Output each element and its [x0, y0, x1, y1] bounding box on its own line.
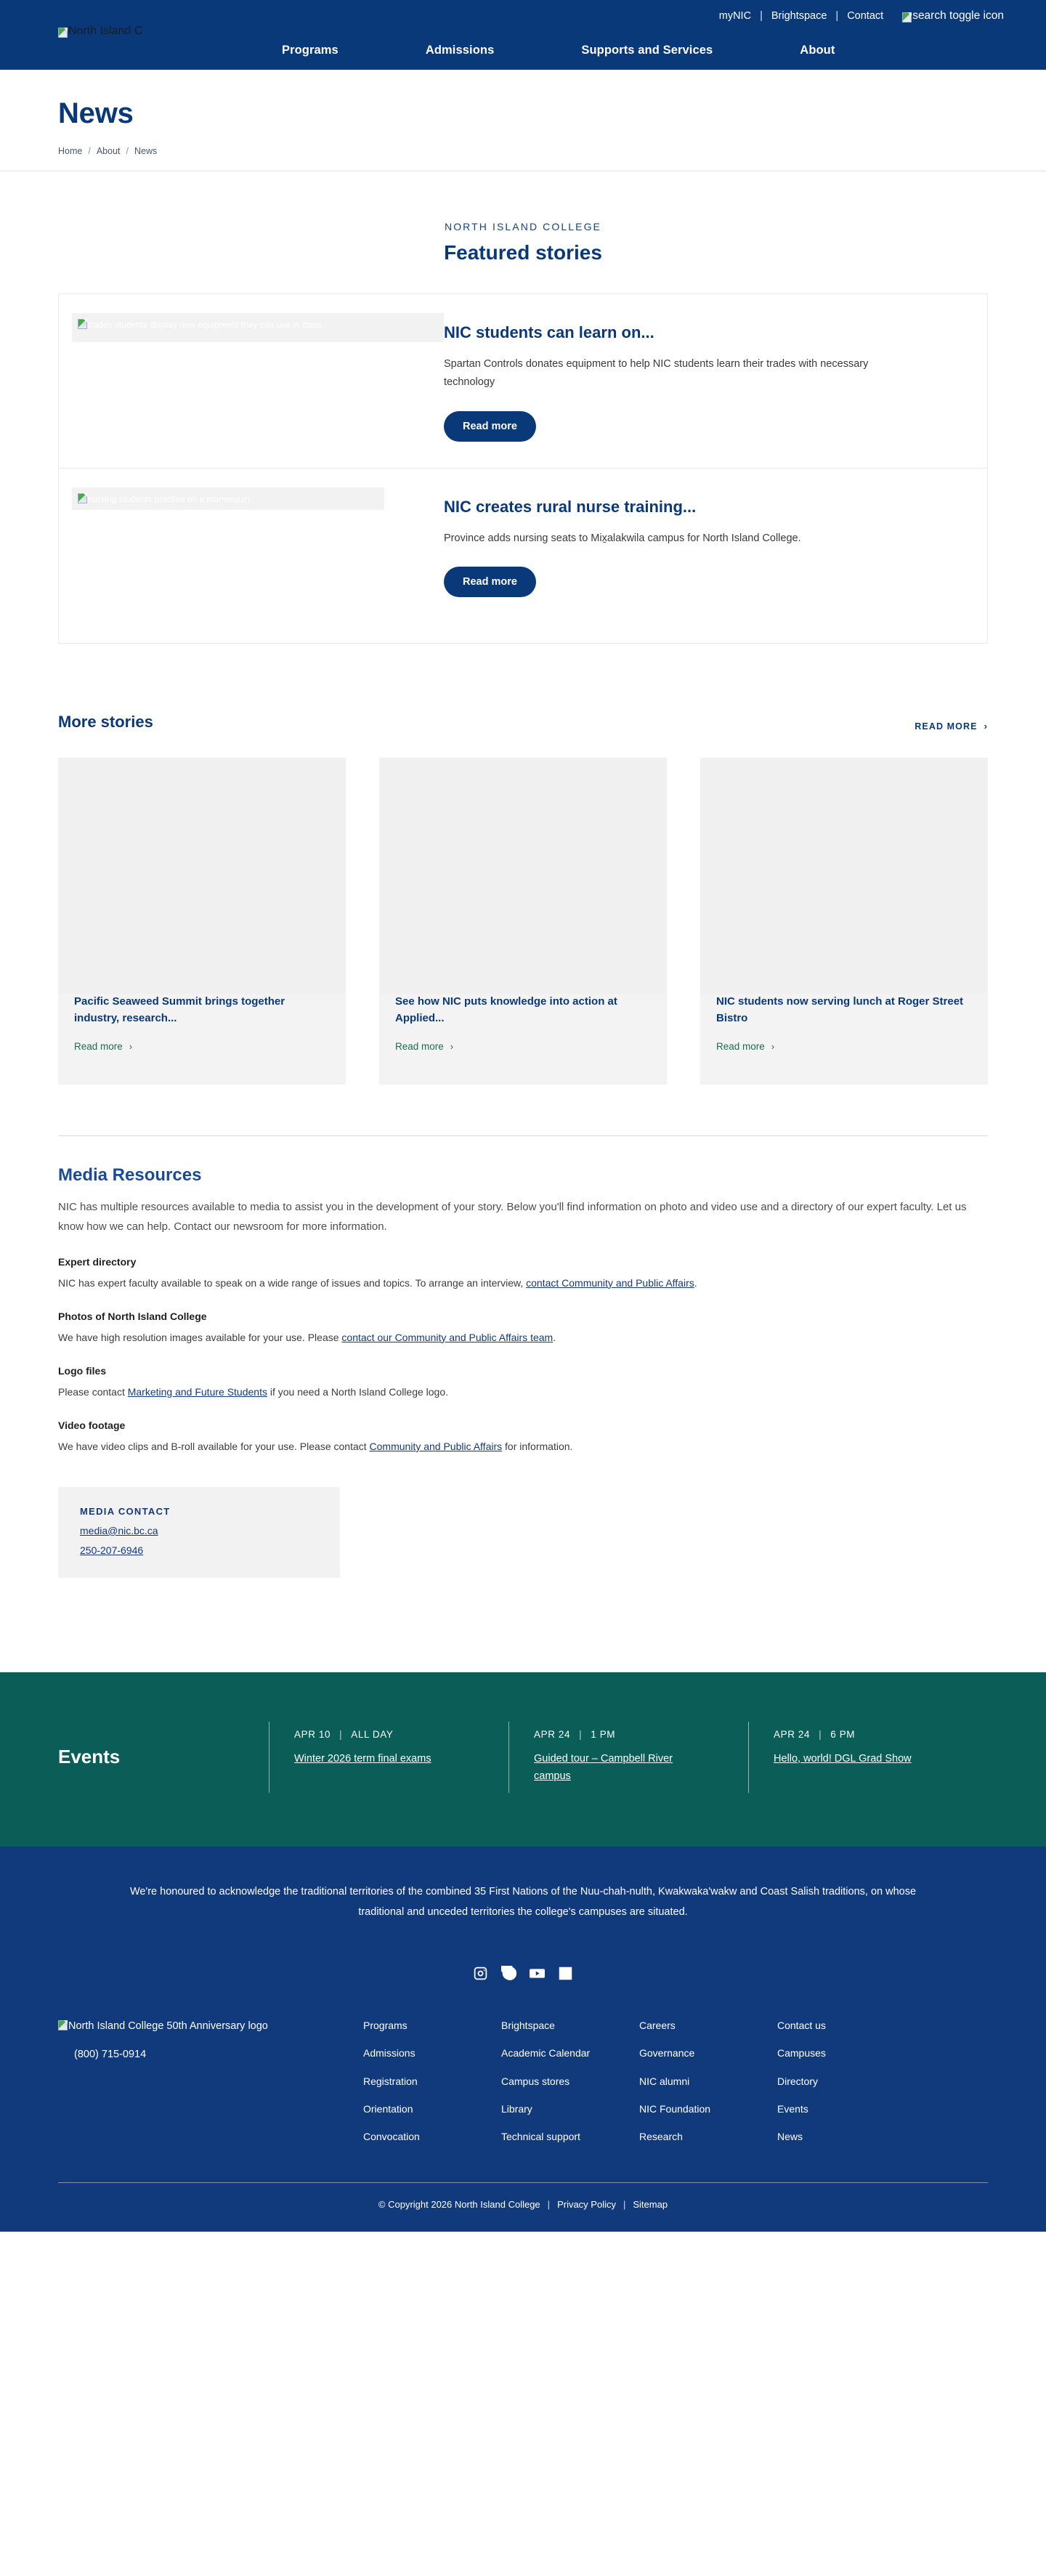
search-toggle-button[interactable]: [902, 9, 1004, 23]
story-card-thumbnail: [58, 758, 346, 994]
footer-link-sitemap[interactable]: Sitemap: [633, 2198, 668, 2210]
events-section: [0, 1672, 1046, 1847]
page-header: [0, 70, 1046, 171]
footer-link-campuses[interactable]: Campuses: [777, 2047, 826, 2059]
media-block-text-before: Please contact: [58, 1385, 128, 1398]
media-contact-phone-link[interactable]: 250-207-6946: [80, 1544, 144, 1556]
media-block-text: [58, 1274, 988, 1292]
story-card[interactable]: [700, 758, 988, 1085]
more-stories-heading: More stories: [58, 713, 153, 731]
media-contact-phone-row: [80, 1544, 318, 1556]
event-meta: [534, 1729, 728, 1740]
featured-story-description: Province adds nursing seats to Mix̱alakwila campus for North Island College.: [444, 532, 801, 544]
footer-column-4: [777, 2018, 915, 2157]
featured-story-card: [59, 469, 987, 643]
footer-link-brightspace[interactable]: Brightspace: [501, 2020, 555, 2032]
nav-items: [282, 44, 835, 57]
event-meta-separator: |: [819, 1728, 822, 1740]
footer-link-research[interactable]: Research: [639, 2131, 683, 2143]
event-date: APR 24: [774, 1728, 811, 1740]
footer-link-contact-us[interactable]: Contact us: [777, 2020, 826, 2032]
footer-link-privacy-policy[interactable]: Privacy Policy: [557, 2198, 616, 2210]
featured-story-media: [59, 313, 444, 342]
footer-brand: [58, 2018, 363, 2157]
footer-link-campus-stores[interactable]: Campus stores: [501, 2075, 570, 2087]
media-block-heading: Expert directory: [58, 1255, 137, 1268]
breadcrumb-item-about[interactable]: About: [96, 146, 121, 156]
featured-story-card: [59, 294, 987, 469]
media-block-text: [58, 1438, 988, 1455]
event-meta: [294, 1729, 488, 1740]
media-resources-intro: NIC has multiple resources available to media to assist you in the development of your story. Below you'll find information on photo and video use and a directory of our expert faculty. Let us know how we can help. Contact our newsroom for more information.: [58, 1201, 967, 1234]
media-block-text-after: .: [553, 1331, 556, 1343]
footer-link-directory[interactable]: Directory: [777, 2075, 819, 2087]
footer-column-1: [363, 2018, 501, 2157]
footer-link-governance[interactable]: Governance: [639, 2047, 695, 2059]
media-contact-email-link[interactable]: media@nic.bc.ca: [80, 1524, 158, 1536]
broken-image-icon: [902, 12, 912, 23]
story-card-thumbnail: [379, 758, 667, 994]
event-date: APR 24: [534, 1728, 571, 1740]
event-item: [748, 1722, 988, 1793]
page-title: News: [58, 97, 134, 129]
footer-columns: [58, 2018, 988, 2182]
featured-eyebrow: NORTH ISLAND COLLEGE: [444, 221, 601, 232]
media-block-text: [58, 1383, 988, 1401]
media-block-text-after: .: [694, 1276, 697, 1289]
featured-story-title[interactable]: NIC creates rural nurse training...: [444, 498, 697, 516]
story-card-thumbnail: [700, 758, 988, 994]
event-item: [269, 1722, 508, 1793]
utility-links: [710, 9, 1004, 23]
youtube-icon[interactable]: [530, 1966, 545, 1985]
media-resources-heading: Media Resources: [58, 1165, 202, 1185]
breadcrumb-item-news: News: [134, 146, 158, 156]
events-heading: Events: [58, 1746, 121, 1768]
event-item: [508, 1722, 748, 1793]
footer-logo: [58, 2018, 363, 2035]
event-link[interactable]: Guided tour – Campbell River campus: [534, 1752, 673, 1783]
footer-link-nic-alumni[interactable]: NIC alumni: [639, 2075, 690, 2087]
footer-link-library[interactable]: Library: [501, 2103, 532, 2115]
instagram-icon[interactable]: [473, 1966, 488, 1985]
media-block-link[interactable]: contact Community and Public Affairs: [526, 1276, 694, 1289]
featured-story-image-alt: nursing students practise on a mannequin: [88, 494, 250, 504]
utility-link-contact[interactable]: Contact: [847, 10, 884, 22]
footer-link-technical-support[interactable]: Technical support: [501, 2131, 580, 2143]
story-card-read-more-label: Read more: [74, 1041, 123, 1052]
event-meta: [774, 1729, 968, 1740]
nav-item-supports-and-services[interactable]: Supports and Services: [581, 44, 713, 57]
event-meta-separator: |: [339, 1728, 343, 1740]
broken-image-icon: [78, 319, 87, 329]
story-card-read-more-label: Read more: [716, 1041, 765, 1052]
media-block-link[interactable]: Marketing and Future Students: [127, 1385, 267, 1398]
featured-story-image-alt: trades students display new equipment they can use in class: [88, 320, 323, 330]
featured-story-read-more-button[interactable]: Read more: [444, 411, 536, 442]
story-card-read-more-link[interactable]: [74, 1041, 330, 1052]
utility-link-brightspace[interactable]: Brightspace: [771, 10, 827, 22]
media-block-text-before: We have video clips and B-roll available for your use. Please contact: [58, 1440, 370, 1452]
facebook-icon[interactable]: [501, 1966, 516, 1985]
land-acknowledgement: We're honoured to acknowledge the traditional territories of the combined 35 First Nations of the Nuu-chah-nulth, Kwakwaka'wakw and Coast Salish traditions, on whose traditional and unceded territories the college's campuses are situated.: [0, 1847, 1046, 1953]
broken-image-icon: [78, 493, 87, 503]
footer-link-academic-calendar[interactable]: Academic Calendar: [501, 2047, 591, 2059]
featured-story-media: [59, 487, 444, 510]
footer-link-programs[interactable]: Programs: [363, 2020, 408, 2032]
more-stories-section: [0, 644, 1046, 1085]
featured-story-title[interactable]: NIC students can learn on...: [444, 323, 654, 341]
chevron-right-icon: ›: [129, 1041, 133, 1052]
breadcrumb-separator: /: [88, 146, 91, 156]
media-block: [58, 1365, 988, 1401]
site-logo[interactable]: [58, 25, 203, 38]
chevron-right-icon: ›: [984, 721, 988, 732]
story-card-read-more-label: Read more: [395, 1041, 444, 1052]
footer-bottom-bar: [58, 2182, 988, 2232]
featured-story-description: Spartan Controls donates equipment to help NIC students learn their trades with necessary technology: [444, 358, 869, 389]
footer-logo-alt-text: North Island College 50th Anniversary logo: [68, 2020, 268, 2033]
media-block-text-before: We have high resolution images available for your use. Please: [58, 1331, 342, 1343]
footer-link-registration[interactable]: Registration: [363, 2075, 418, 2087]
footer-link-careers[interactable]: Careers: [639, 2020, 676, 2032]
media-resources-section: [0, 1085, 1046, 1578]
featured-story-image: [72, 313, 444, 342]
featured-story-read-more-button[interactable]: Read more: [444, 567, 536, 597]
featured-stories-list: [58, 293, 988, 644]
chevron-right-icon: ›: [771, 1041, 775, 1052]
footer-link-events[interactable]: Events: [777, 2103, 808, 2115]
media-block-heading: Video footage: [58, 1419, 126, 1431]
footer-link-nic-foundation[interactable]: NIC Foundation: [639, 2103, 711, 2115]
breadcrumb: [58, 146, 988, 171]
media-block: [58, 1256, 988, 1292]
story-card-title: Pacific Seaweed Summit brings together industry, research...: [74, 995, 285, 1024]
copyright-text: © Copyright 2026 North Island College: [378, 2198, 540, 2210]
featured-story-body: [444, 313, 987, 442]
featured-stories-section: [0, 171, 1046, 644]
broken-image-icon: [58, 2020, 68, 2030]
media-contact-email-row: [80, 1525, 318, 1536]
nav-item-programs[interactable]: Programs: [282, 44, 338, 57]
logo-alt-text: North Island C: [68, 25, 143, 37]
event-time: 6 PM: [830, 1728, 856, 1740]
media-block-link[interactable]: contact our Community and Public Affairs team: [341, 1331, 554, 1343]
footer-link-convocation[interactable]: Convocation: [363, 2131, 420, 2143]
story-card-read-more-link[interactable]: [716, 1041, 972, 1052]
featured-story-body: [444, 487, 987, 597]
footer-column-3: [639, 2018, 777, 2157]
broken-image-icon: [58, 28, 68, 38]
event-link[interactable]: Hello, world! DGL Grad Show: [774, 1752, 912, 1765]
event-date: APR 10: [294, 1728, 331, 1740]
site-footer: [0, 2009, 1046, 2231]
event-link[interactable]: Winter 2026 term final exams: [294, 1752, 431, 1765]
story-card[interactable]: [58, 758, 346, 1085]
breadcrumb-separator: /: [126, 146, 129, 156]
read-more-label: READ MORE: [915, 721, 978, 732]
story-cards-row: [58, 758, 988, 1085]
story-card[interactable]: [379, 758, 667, 1085]
nav-item-admissions[interactable]: Admissions: [425, 44, 495, 57]
media-block-text-after: for information.: [502, 1440, 573, 1452]
main-navigation: [0, 25, 1046, 70]
footer-bottom-separator: |: [623, 2198, 626, 2210]
linkedin-icon[interactable]: [558, 1966, 573, 1985]
utility-separator: |: [760, 10, 763, 22]
story-card-title: NIC students now serving lunch at Roger Street Bistro: [716, 995, 964, 1024]
media-block-heading: Photos of North Island College: [58, 1310, 207, 1322]
footer-phone[interactable]: (800) 715-0914: [74, 2048, 147, 2060]
footer-bottom-separator: |: [547, 2198, 551, 2210]
breadcrumb-item-home[interactable]: Home: [58, 146, 83, 156]
nav-item-about[interactable]: About: [800, 44, 835, 57]
footer-link-admissions[interactable]: Admissions: [363, 2047, 415, 2059]
media-block-text-before: NIC has expert faculty available to speak on a wide range of issues and topics. To arrange an interview,: [58, 1276, 527, 1289]
media-block-heading: Logo files: [58, 1364, 107, 1377]
footer-link-orientation[interactable]: Orientation: [363, 2103, 413, 2115]
utility-separator: |: [835, 10, 839, 22]
media-block-text: [58, 1329, 988, 1346]
search-icon-alt-text: search toggle icon: [912, 9, 1004, 22]
more-stories-header: [58, 713, 988, 732]
media-block-text-after: if you need a North Island College logo.: [267, 1385, 449, 1398]
media-block: [58, 1311, 988, 1346]
chevron-right-icon: ›: [450, 1041, 454, 1052]
event-meta-separator: |: [579, 1728, 583, 1740]
section-divider: [58, 1135, 988, 1136]
event-time: ALL DAY: [351, 1728, 394, 1740]
media-block-link[interactable]: Community and Public Affairs: [369, 1440, 503, 1452]
media-block: [58, 1419, 988, 1455]
event-time: 1 PM: [591, 1728, 616, 1740]
footer-column-2: [501, 2018, 639, 2157]
media-contact-label: MEDIA CONTACT: [80, 1505, 171, 1517]
featured-story-image: [72, 487, 384, 510]
social-links: [0, 1953, 1046, 2009]
story-card-read-more-link[interactable]: [395, 1041, 651, 1052]
footer-link-news[interactable]: News: [777, 2131, 803, 2143]
utility-link-mynic[interactable]: myNIC: [718, 10, 752, 22]
story-card-title: See how NIC puts knowledge into action at Applied...: [395, 995, 617, 1024]
more-stories-read-more-link[interactable]: [915, 721, 988, 732]
featured-heading: Featured stories: [444, 241, 602, 264]
media-contact-box: [58, 1487, 340, 1578]
